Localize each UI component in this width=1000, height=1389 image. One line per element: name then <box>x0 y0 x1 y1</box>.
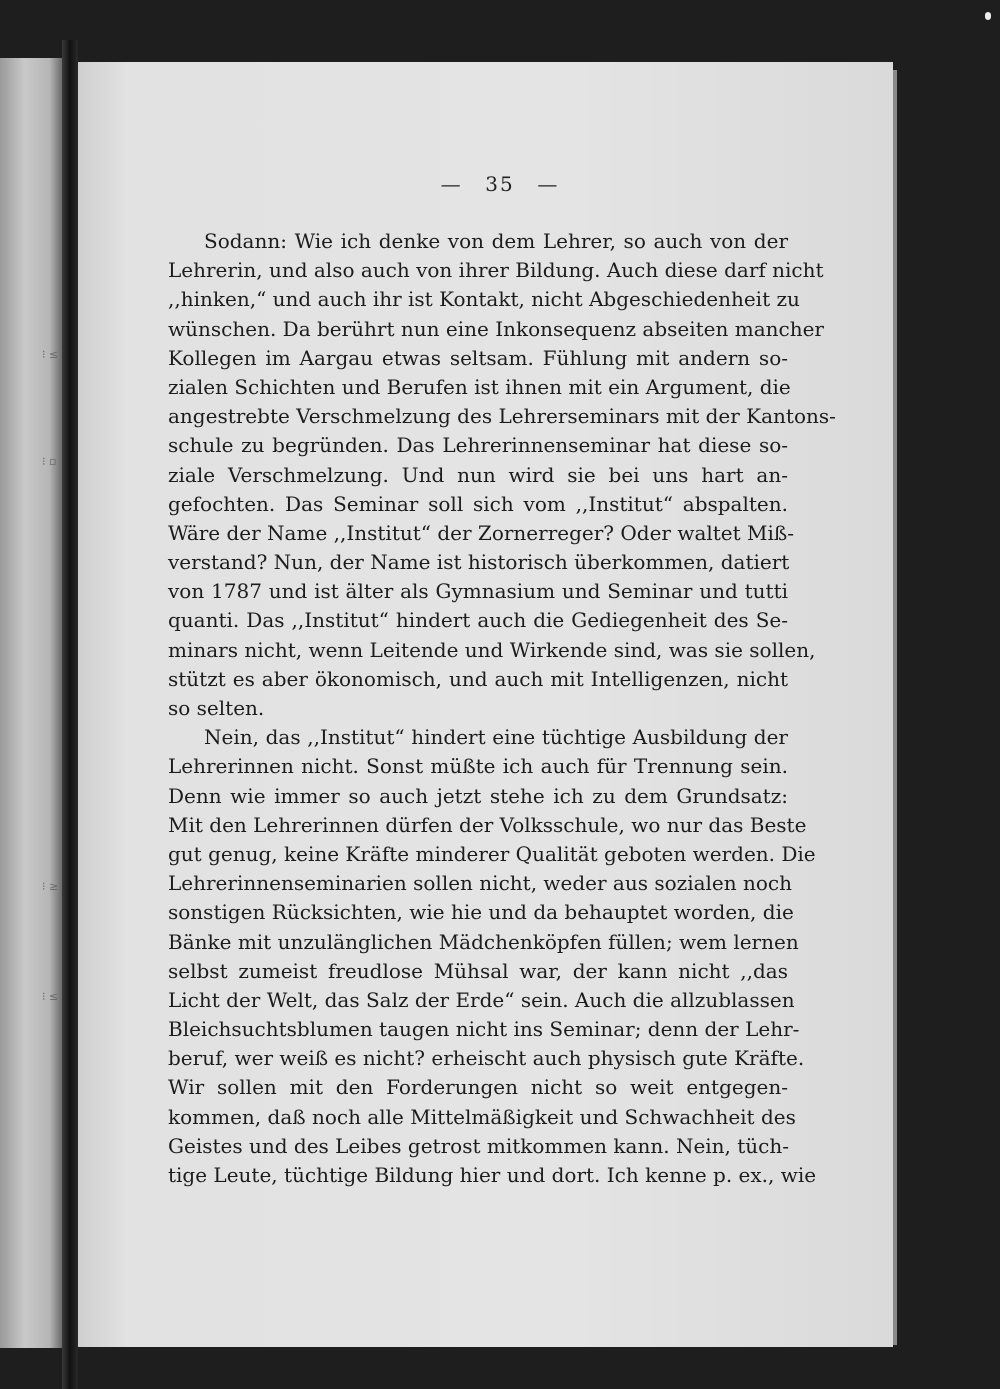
facing-page-edge <box>0 58 62 1348</box>
text-line: sonstigen Rücksichten, wie hie und da behauptet worden, die <box>168 900 794 925</box>
text-line: schule zu begründen. Das Lehrerinnenseminar hat diese so- <box>168 433 788 458</box>
text-line: so selten. <box>168 696 265 720</box>
text-line: kommen, daß noch alle Mittelmäßigkeit und Schwachheit des <box>168 1104 796 1129</box>
text-line: Lehrerinnen nicht. Sonst müßte ich auch für Trennung sein. <box>168 754 788 779</box>
page-number: 35 <box>485 172 515 196</box>
text-line: Lehrerinnenseminarien sollen nicht, weder aus sozialen noch <box>168 871 792 896</box>
text-line: gefochten. Das Seminar soll sich vom ,,Institut“ abspalten. <box>168 491 788 516</box>
text-line: verstand? Nun, der Name ist historisch überkommen, datiert <box>168 550 790 575</box>
text-line: zialen Schichten und Berufen ist ihnen mit ein Argument, die <box>168 374 791 399</box>
text-line: Denn wie immer so auch jetzt stehe ich zu dem Grundsatz: <box>168 783 788 808</box>
margin-mark: ⁝ ▫ <box>42 455 57 468</box>
header-dash-left: — <box>440 172 463 196</box>
text-line: quanti. Das ,,Institut“ hindert auch die Gediegenheit des Se- <box>168 608 788 633</box>
text-line: gut genug, keine Kräfte minderer Qualität geboten werden. Die <box>168 841 816 866</box>
text-line: Wäre der Name ,,Institut“ der Zornerreger? Oder waltet Miß- <box>168 520 795 545</box>
text-line: Licht der Welt, das Salz der Erde“ sein. Auch die allzublassen <box>168 987 795 1012</box>
text-line: selbst zumeist freudlose Mühsal war, der kann nicht ,,das <box>168 958 788 983</box>
text-line: angestrebte Verschmelzung des Lehrerseminars mit der Kantons- <box>168 404 836 429</box>
text-line: Geistes und des Leibes getrost mitkommen kann. Nein, tüch- <box>168 1133 790 1158</box>
page-header <box>0 172 1000 196</box>
text-line: Bleichsuchtsblumen taugen nicht ins Seminar; denn der Lehr- <box>168 1017 800 1042</box>
book-gutter <box>62 40 78 1389</box>
text-line: Nein, das ,,Institut“ hindert eine tüchtige Ausbildung der <box>204 725 788 750</box>
text-line: Sodann: Wie ich denke von dem Lehrer, so auch von der <box>204 229 788 253</box>
margin-mark: ⁝ ≤ <box>42 990 59 1003</box>
page-edge-shadow <box>893 70 897 1345</box>
body-text <box>168 227 836 1190</box>
text-line: Mit den Lehrerinnen dürfen der Volksschule, wo nur das Beste <box>168 812 807 837</box>
text-line: Wir sollen mit den Forderungen nicht so weit entgegen- <box>168 1075 788 1100</box>
text-line: minars nicht, wenn Leitende und Wirkende sind, was sie sollen, <box>168 637 816 662</box>
text-line: Bänke mit unzulänglichen Mädchenköpfen füllen; wem lernen <box>168 929 799 954</box>
text-line: ziale Verschmelzung. Und nun wird sie bei uns hart an- <box>168 462 788 487</box>
header-dash-right: — <box>537 172 560 196</box>
scan-mark <box>985 12 991 20</box>
text-line: Kollegen im Aargau etwas seltsam. Fühlung mit andern so- <box>168 345 788 370</box>
text-line: von 1787 und ist älter als Gymnasium und Seminar und tutti <box>168 579 788 604</box>
text-line: wünschen. Da berührt nun eine Inkonsequenz abseiten mancher <box>168 316 824 341</box>
margin-mark: ⁝ ≥ <box>42 880 59 893</box>
text-line: Lehrerin, und also auch von ihrer Bildung. Auch diese darf nicht <box>168 258 824 283</box>
text-line: stützt es aber ökonomisch, und auch mit Intelligenzen, nicht <box>168 666 788 691</box>
text-line: tige Leute, tüchtige Bildung hier und dort. Ich kenne p. ex., wie <box>168 1163 817 1187</box>
text-line: beruf, wer weiß es nicht? erheischt auch physisch gute Kräfte. <box>168 1046 805 1071</box>
text-line: ,,hinken,“ und auch ihr ist Kontakt, nicht Abgeschiedenheit zu <box>168 287 800 312</box>
margin-mark: ⁝ ≤ <box>42 348 59 361</box>
